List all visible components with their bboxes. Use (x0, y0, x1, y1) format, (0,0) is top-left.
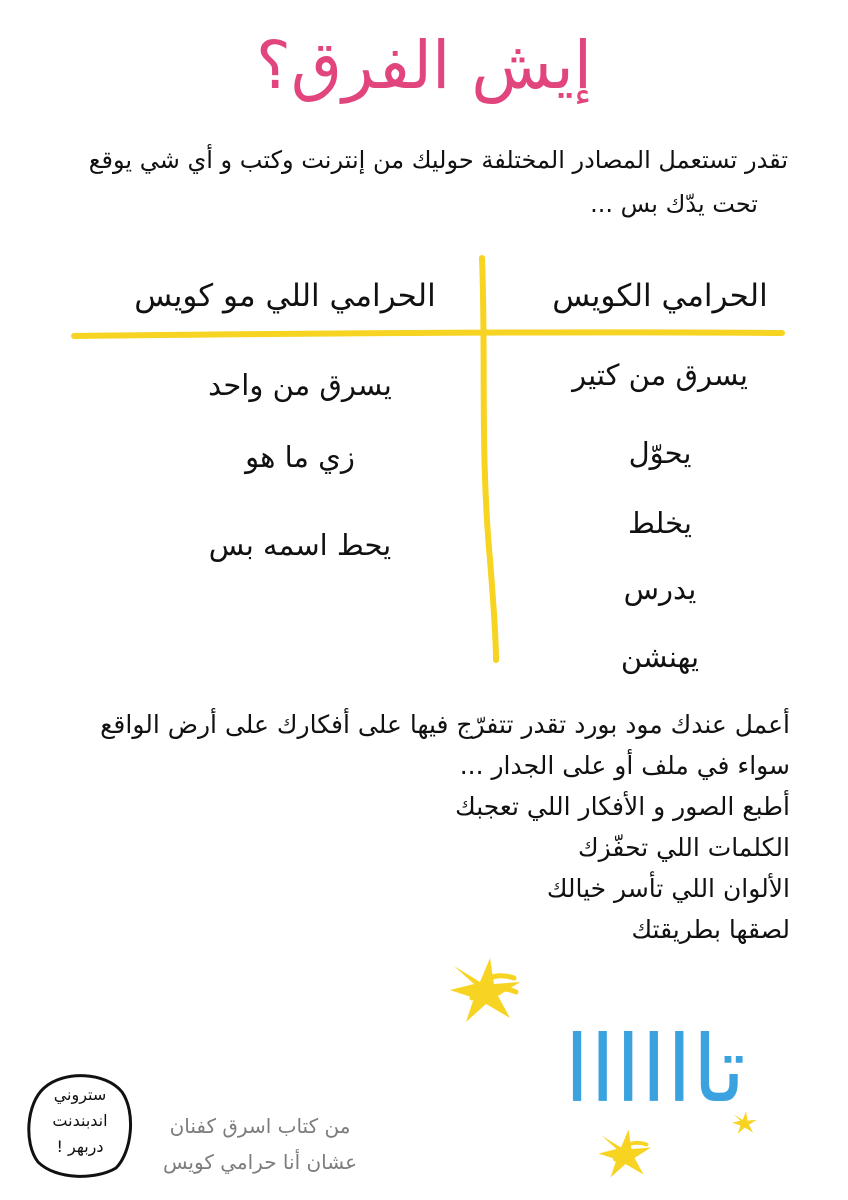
bad-item: يحط اسمه بس (208, 528, 392, 562)
bad-item: يسرق من واحد (208, 368, 392, 402)
intro-line-1: تقدر تستعمل المصادر المختلفة حوليك من إنترنت وكتب و أي شي يوقع (88, 146, 788, 174)
tip-line: لصقها بطريقتك (631, 915, 790, 944)
good-item: يحوّل (628, 436, 692, 470)
good-item: يدرس (623, 572, 697, 606)
badge-line: اندبندنت (52, 1111, 108, 1130)
tada-text: تاااااا (564, 1016, 746, 1123)
tip-line: الكلمات اللي تحفّزك (578, 833, 790, 862)
good-item: يسرق من كتير (572, 358, 748, 392)
badge-text (28, 1082, 132, 1160)
page-title: إيش الفرق؟ (255, 27, 593, 104)
star-doodle-icon (599, 1130, 652, 1178)
badge-line: ستروني (53, 1085, 107, 1104)
good-thief-header: الحرامي الكويس (552, 278, 768, 314)
intro-line-2: تحت يدّك بس ... (590, 190, 758, 218)
badge-line: دربهر ! (56, 1137, 104, 1156)
tip-line: سواء في ملف أو على الجدار ... (459, 751, 790, 780)
book-credit (140, 1108, 380, 1180)
bad-thief-header: الحرامي اللي مو كويس (134, 278, 436, 314)
tip-line: الألوان اللي تأسر خيالك (546, 874, 790, 903)
credit-line-1: من كتاب اسرق كفنان (169, 1114, 351, 1138)
tip-line: أطبع الصور و الأفكار اللي تعجبك (455, 792, 790, 821)
good-item: يخلط (628, 506, 692, 540)
bad-item: زي ما هو (245, 440, 355, 474)
good-item: يهنشن (620, 640, 700, 674)
credit-line-2: عشان أنا حرامي كويس (162, 1150, 358, 1174)
tip-line: أعمل عندك مود بورد تقدر تتفرّج فيها على أفكارك على أرض الواقع (100, 710, 790, 739)
